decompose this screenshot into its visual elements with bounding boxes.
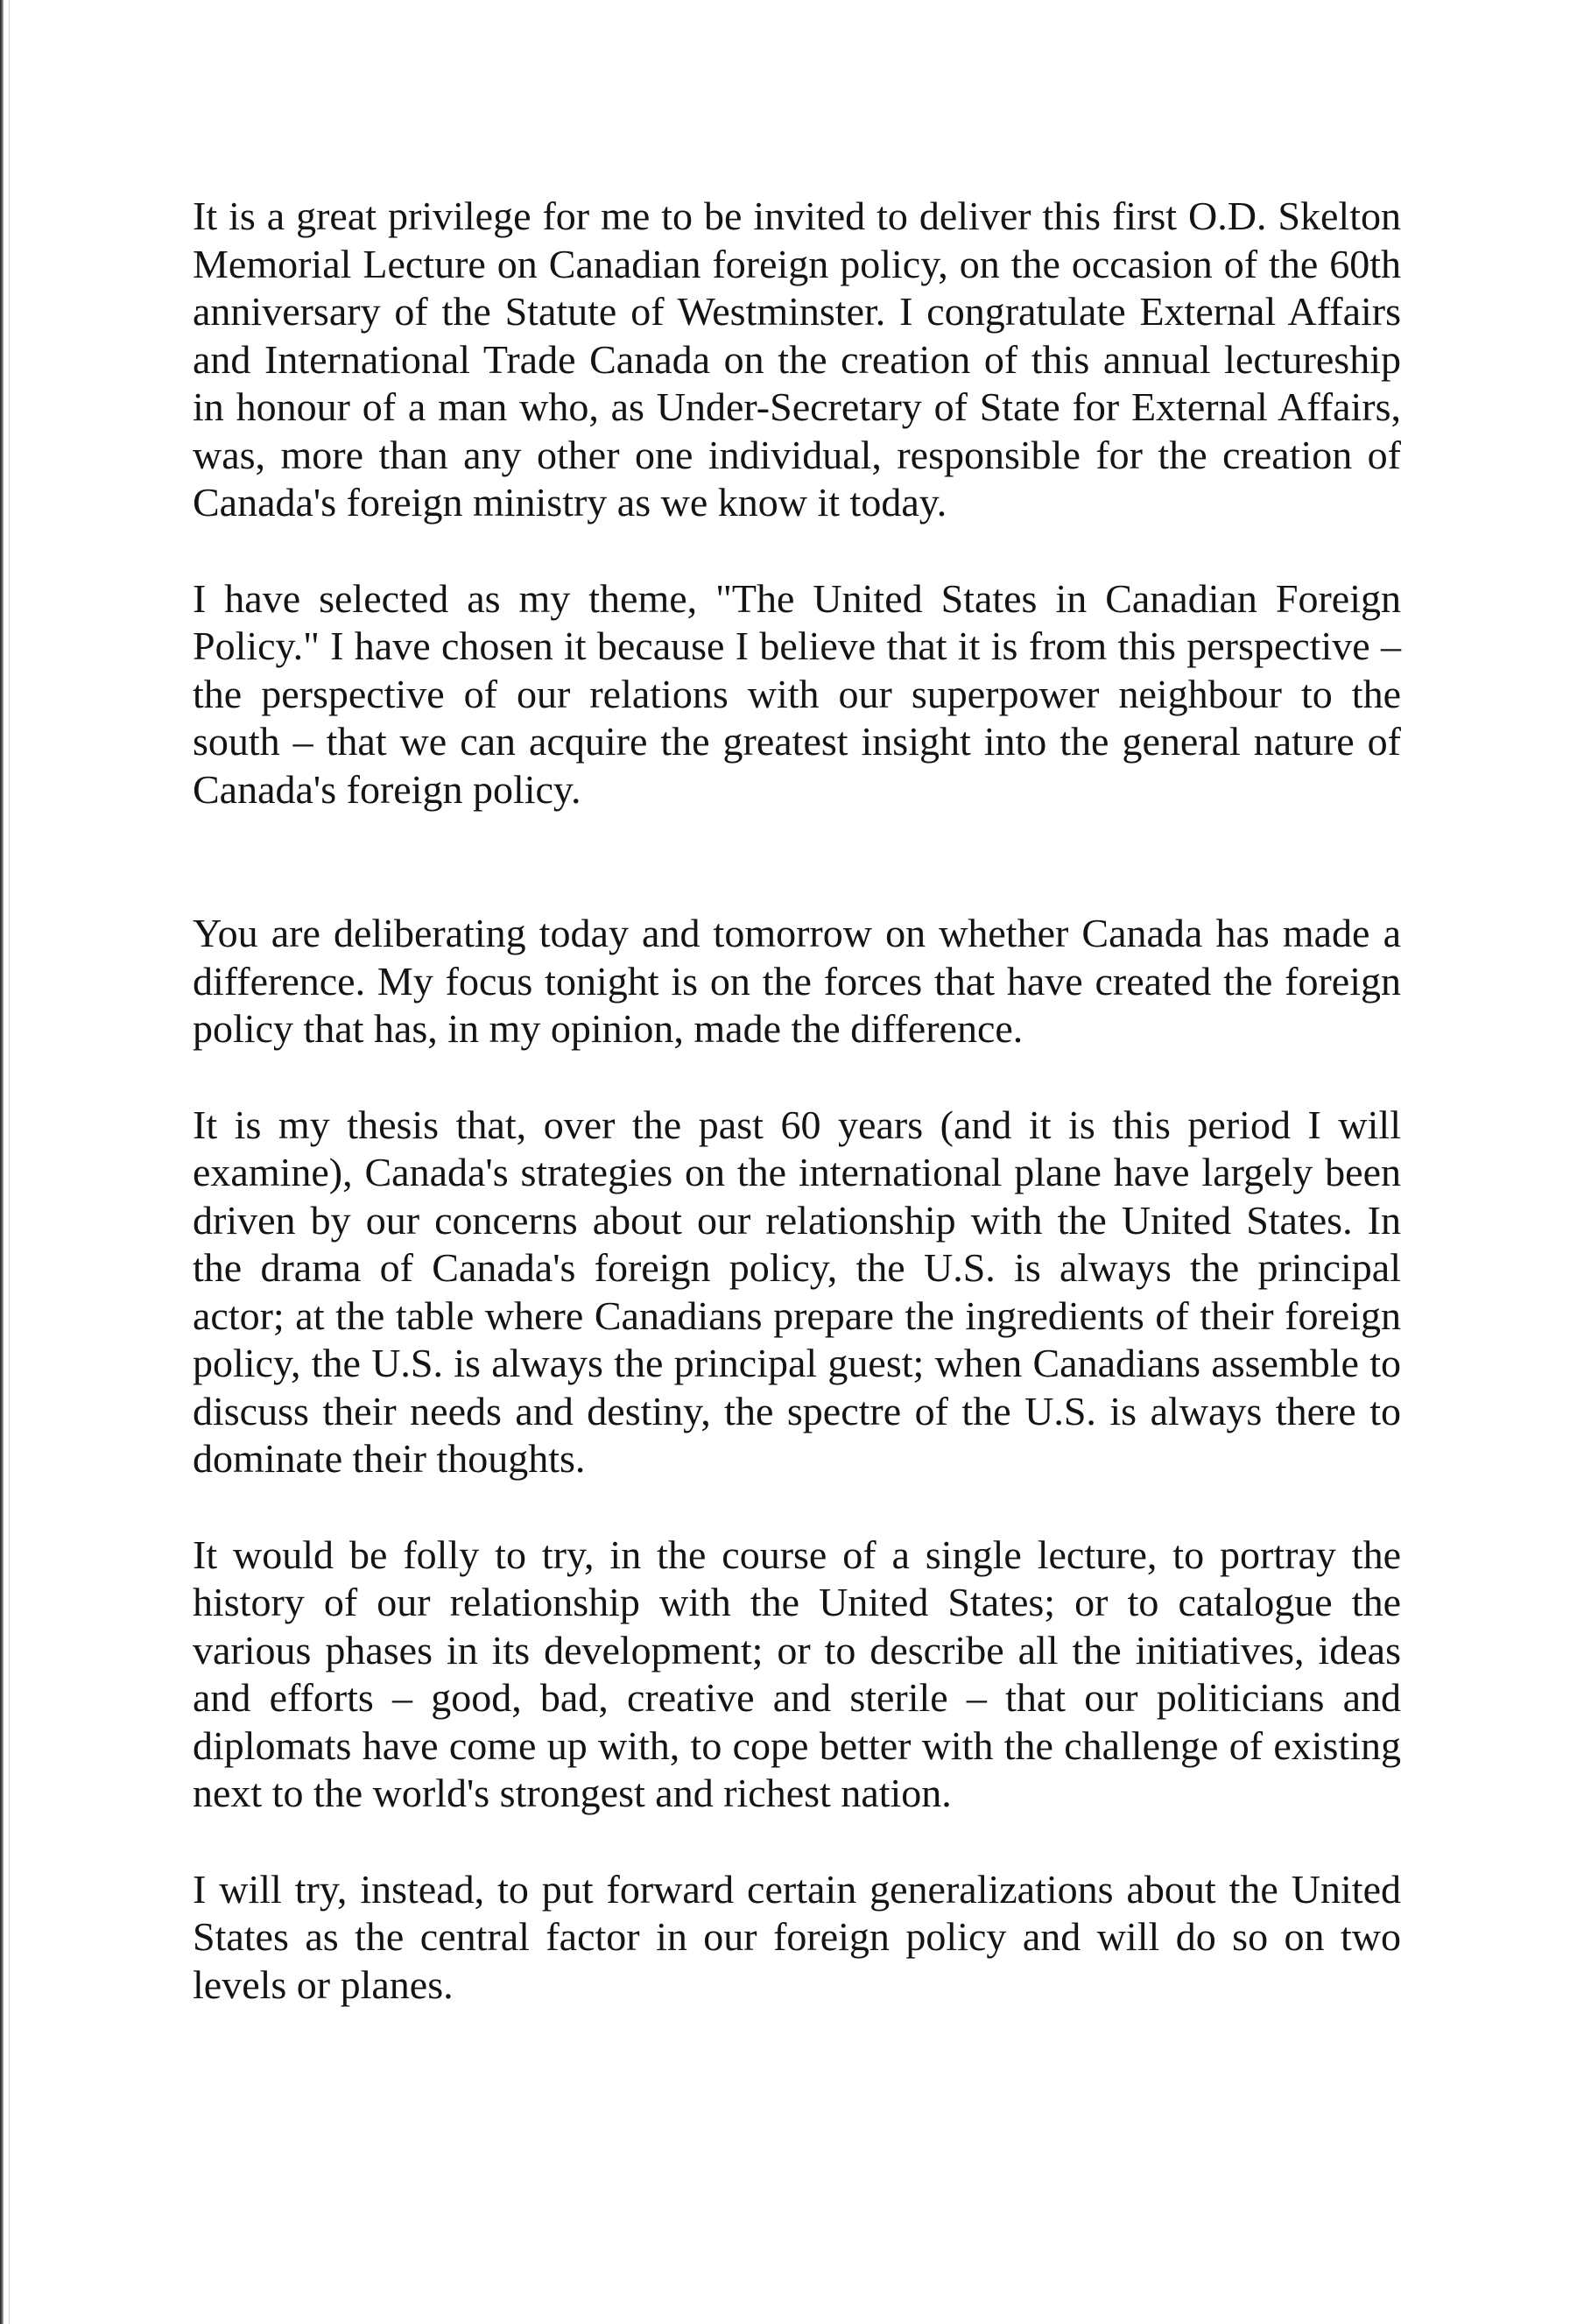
paragraph-6: I will try, instead, to put forward certain generalizations about the United States as the central factor in our foreign policy and will do so on two levels or planes. bbox=[193, 1866, 1401, 2007]
paragraph-1: It is a great privilege for me to be invited to deliver this first O.D. Skelton Memorial Lecture on Canadian foreign policy, on the occasion of the 60th anniversary of the Statute of Westminster. I congratulate External Affairs and International Trade Canada on the creation of this annual lectureship in honour of a man who, as Under-Secretary of State for External Affairs, was, more than any other one individual, responsible for the creation of Canada's foreign ministry as we know it today. bbox=[193, 194, 1401, 525]
paragraph-4: It is my thesis that, over the past 60 years (and it is this period I will examine), Canada's strategies on the international plane have largely been driven by our concerns about our relationship with the United States. In the drama of Canada's foreign policy, the U.S. is always the principal actor; at the table where Canadians prepare the ingredients of their foreign policy, the U.S. is always the principal guest; when Canadians assemble to discuss their needs and destiny, the spectre of the U.S. is always there to dominate their thoughts. bbox=[193, 1102, 1401, 1481]
scan-binding-edge bbox=[0, 0, 4, 2324]
paragraph-5: It would be folly to try, in the course of a single lecture, to portray the history of our relationship with the United States; or to catalogue the various phases in its development; or to describe all the initiatives, ideas and efforts – good, bad, creative and sterile – that our politicians and diplomats have come up with, to cope better with the challenge of existing next to the world's strongest and richest nation. bbox=[193, 1532, 1401, 1815]
paragraph-3: You are deliberating today and tomorrow on whether Canada has made a difference. My focus tonight is on the forces that have created the foreign policy that has, in my opinion, made the difference. bbox=[193, 911, 1401, 1051]
paragraph-2: I have selected as my theme, "The United States in Canadian Foreign Policy." I have chosen it because I believe that it is from this perspective – the perspective of our relations with our superpower neighbour to the south – that we can acquire the greatest insight into the general nature of Canada's foreign policy. bbox=[193, 575, 1401, 812]
document-page bbox=[193, 193, 1401, 2009]
scan-margin-line bbox=[9, 0, 10, 2324]
